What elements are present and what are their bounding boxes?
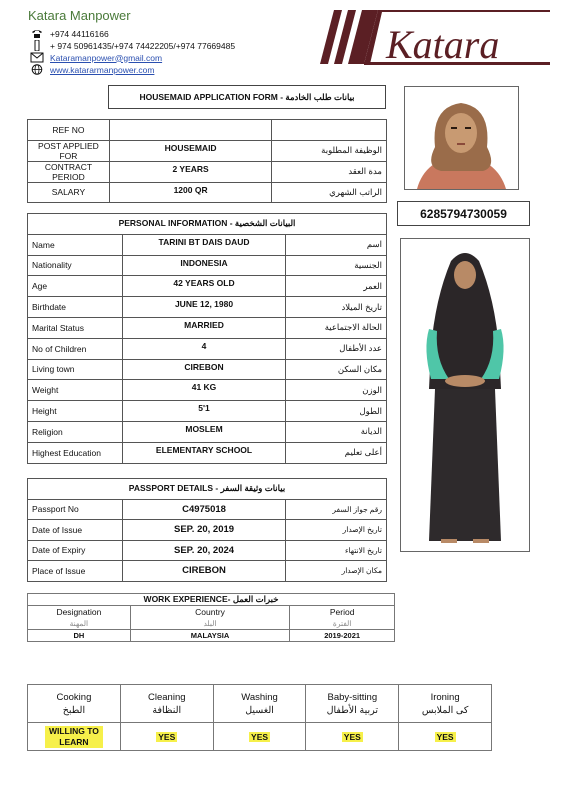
field-arabic-label: مكان السكن bbox=[286, 359, 387, 380]
field-arabic-label: مكان الإصدار bbox=[286, 561, 387, 582]
table-row bbox=[28, 359, 387, 380]
col-header-period: Period bbox=[290, 606, 395, 618]
katara-logo bbox=[320, 6, 550, 70]
table-row bbox=[28, 630, 395, 642]
table-row bbox=[28, 561, 387, 582]
field-arabic-label: العمر bbox=[286, 276, 387, 297]
company-name: Katara Manpower bbox=[28, 8, 131, 23]
field-label: Weight bbox=[28, 380, 123, 401]
skill-value: WILLING TO LEARN bbox=[45, 726, 103, 748]
post-arabic-label: مدة العقد bbox=[272, 161, 387, 182]
skill-label: Cooking bbox=[56, 691, 92, 703]
skill-baby-sitting bbox=[306, 685, 399, 723]
field-value: SEP. 20, 2024 bbox=[122, 540, 286, 561]
table-row bbox=[28, 234, 387, 255]
skill-cleaning bbox=[120, 685, 213, 723]
table-header-row bbox=[28, 606, 395, 618]
table-row bbox=[28, 120, 387, 141]
phone2-text: + 974 50961435/+974 74422205/+974 77669485 bbox=[50, 40, 236, 51]
field-label: Height bbox=[28, 401, 123, 422]
portrait-image bbox=[405, 87, 518, 189]
skill-value: YES bbox=[251, 731, 269, 742]
table-row bbox=[28, 140, 387, 161]
table-row bbox=[28, 276, 387, 297]
field-label: Date of Expiry bbox=[28, 540, 123, 561]
skill-value: YES bbox=[436, 731, 454, 742]
work-country: MALAYSIA bbox=[130, 630, 290, 642]
col-header-country: Country bbox=[130, 606, 290, 618]
skill-label: Ironing bbox=[430, 691, 460, 703]
field-label: Living town bbox=[28, 359, 123, 380]
personal-info-title: PERSONAL INFORMATION - البيانات الشخصية bbox=[28, 214, 387, 235]
field-arabic-label: تاريخ الميلاد bbox=[286, 297, 387, 318]
work-period: 2019-2021 bbox=[290, 630, 395, 642]
table-header-row bbox=[28, 618, 395, 630]
table-row bbox=[28, 255, 387, 276]
skill-cooking bbox=[28, 685, 121, 723]
skill-label: Cleaning bbox=[148, 691, 186, 703]
post-arabic-label bbox=[272, 120, 387, 141]
field-value: MOSLEM bbox=[122, 421, 286, 442]
post-table bbox=[27, 119, 387, 203]
field-label: Age bbox=[28, 276, 123, 297]
field-arabic-label: اسم bbox=[286, 234, 387, 255]
field-arabic-label: عدد الأطفال bbox=[286, 338, 387, 359]
passport-table bbox=[27, 478, 387, 582]
post-value: 2 YEARS bbox=[109, 161, 271, 182]
skills-table bbox=[27, 684, 492, 751]
work-experience-table bbox=[27, 593, 395, 642]
field-label: Passport No bbox=[28, 499, 123, 520]
field-arabic-label: تاريخ الإصدار bbox=[286, 520, 387, 541]
passport-title: PASSPORT DETAILS - بيانات وثيقة السفر bbox=[28, 479, 387, 500]
globe-icon bbox=[30, 64, 44, 75]
table-row bbox=[28, 401, 387, 422]
field-arabic-label: تاريخ الانتهاء bbox=[286, 540, 387, 561]
table-row bbox=[28, 421, 387, 442]
field-value: MARRIED bbox=[122, 317, 286, 338]
table-row bbox=[28, 540, 387, 561]
field-value: 4 bbox=[122, 338, 286, 359]
table-row bbox=[28, 317, 387, 338]
skill-value: YES bbox=[158, 731, 176, 742]
skill-label-ar: الغسيل bbox=[245, 704, 274, 716]
post-label: CONTRACT PERIOD bbox=[28, 161, 110, 182]
portrait-photo bbox=[404, 86, 519, 190]
skill-value: YES bbox=[343, 731, 361, 742]
skill-washing bbox=[213, 685, 306, 723]
website-link[interactable]: www.katararmanpower.com bbox=[50, 64, 155, 75]
email-icon bbox=[30, 52, 44, 63]
table-row bbox=[28, 182, 387, 203]
full-body-photo bbox=[400, 238, 530, 552]
field-label: Date of Issue bbox=[28, 520, 123, 541]
field-value: C4975018 bbox=[122, 499, 286, 520]
table-row bbox=[28, 297, 387, 318]
skills-header-row bbox=[28, 685, 492, 723]
telephone-icon bbox=[30, 28, 44, 39]
field-arabic-label: أعلى تعليم bbox=[286, 442, 387, 463]
personal-info-table bbox=[27, 213, 387, 464]
field-arabic-label: الطول bbox=[286, 401, 387, 422]
post-value: 1200 QR bbox=[109, 182, 271, 203]
phone-number: 6285794730059 bbox=[397, 201, 530, 226]
contact-website bbox=[30, 64, 154, 75]
table-row bbox=[28, 442, 387, 463]
form-title: HOUSEMAID APPLICATION FORM - بيانات طلب الخادمة bbox=[108, 85, 386, 109]
field-value: 41 KG bbox=[122, 380, 286, 401]
skill-label-ar: النظافة bbox=[152, 704, 182, 716]
field-label: Marital Status bbox=[28, 317, 123, 338]
post-label: POST APPLIED FOR bbox=[28, 140, 110, 161]
table-row bbox=[28, 161, 387, 182]
full-body-image bbox=[401, 239, 529, 551]
skill-label-ar: الطبخ bbox=[62, 704, 86, 716]
field-value: ELEMENTARY SCHOOL bbox=[122, 442, 286, 463]
email-link[interactable]: Kataramanpower@gmail.com bbox=[50, 52, 163, 63]
field-label: No of Children bbox=[28, 338, 123, 359]
field-label: Name bbox=[28, 234, 123, 255]
table-row bbox=[28, 380, 387, 401]
col-header-period-ar: الفترة bbox=[290, 618, 395, 630]
field-arabic-label: الوزن bbox=[286, 380, 387, 401]
post-value: HOUSEMAID bbox=[109, 140, 271, 161]
table-row bbox=[28, 499, 387, 520]
skill-label-ar: تربية الأطفال bbox=[326, 704, 378, 716]
work-designation: DH bbox=[28, 630, 131, 642]
post-arabic-label: الراتب الشهري bbox=[272, 182, 387, 203]
contact-email bbox=[30, 52, 162, 63]
field-value: TARINI BT DAIS DAUD bbox=[122, 234, 286, 255]
field-arabic-label: الجنسية bbox=[286, 255, 387, 276]
field-label: Highest Education bbox=[28, 442, 123, 463]
skill-label: Washing bbox=[241, 691, 278, 703]
skill-label-ar: كى الملابس bbox=[421, 704, 469, 716]
post-value bbox=[109, 120, 271, 141]
field-value: JUNE 12, 1980 bbox=[122, 297, 286, 318]
col-header-designation-ar: المهنة bbox=[28, 618, 131, 630]
field-label: Place of Issue bbox=[28, 561, 123, 582]
field-label: Religion bbox=[28, 421, 123, 442]
field-value: 42 YEARS OLD bbox=[122, 276, 286, 297]
logo-text: Katara bbox=[386, 22, 500, 67]
table-row bbox=[28, 338, 387, 359]
skill-label: Baby-sitting bbox=[327, 691, 378, 703]
contact-phone1 bbox=[30, 28, 109, 39]
field-arabic-label: الديانة bbox=[286, 421, 387, 442]
work-experience-title: WORK EXPERIENCE- خبرات العمل bbox=[28, 594, 395, 606]
field-label: Nationality bbox=[28, 255, 123, 276]
field-value: INDONESIA bbox=[122, 255, 286, 276]
contact-phone2 bbox=[30, 40, 235, 51]
post-label: REF NO bbox=[28, 120, 110, 141]
field-label: Birthdate bbox=[28, 297, 123, 318]
field-arabic-label: الحالة الاجتماعية bbox=[286, 317, 387, 338]
field-value: 5'1 bbox=[122, 401, 286, 422]
post-arabic-label: الوظيفة المطلوبة bbox=[272, 140, 387, 161]
col-header-country-ar: البلد bbox=[130, 618, 290, 630]
field-value: CIREBON bbox=[122, 561, 286, 582]
skills-value-row bbox=[28, 723, 492, 751]
post-label: SALARY bbox=[28, 182, 110, 203]
mobile-phone-icon bbox=[30, 40, 44, 51]
field-value: SEP. 20, 2019 bbox=[122, 520, 286, 541]
field-value: CIREBON bbox=[122, 359, 286, 380]
col-header-designation: Designation bbox=[28, 606, 131, 618]
phone1-text: +974 44116166 bbox=[50, 28, 109, 39]
table-row bbox=[28, 520, 387, 541]
skill-ironing bbox=[399, 685, 492, 723]
field-arabic-label: رقم جواز السفر bbox=[286, 499, 387, 520]
